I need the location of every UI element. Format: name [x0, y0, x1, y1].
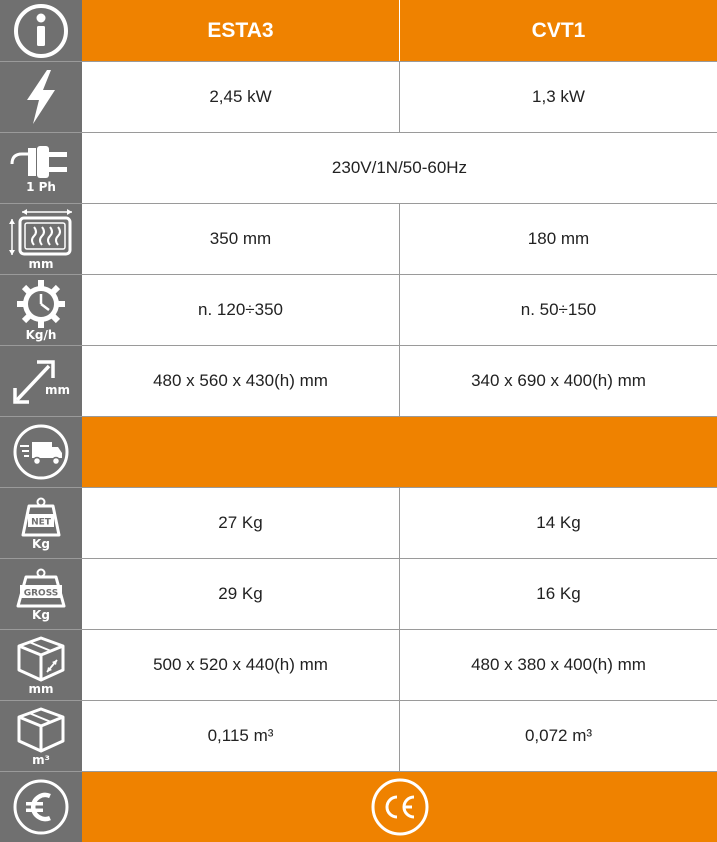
dimensions-esta3: 480 x 560 x 430(h) mm — [82, 346, 400, 416]
row-separator — [0, 558, 717, 559]
gross-weight-icon-cell — [0, 559, 82, 629]
power-esta3: 2,45 kW — [82, 62, 400, 132]
voltage-value: 230V/1N/50-60Hz — [331, 158, 468, 177]
row-separator — [0, 132, 717, 133]
power-row — [0, 62, 717, 132]
dimensions-row — [0, 346, 717, 416]
dimensions-icon-cell — [0, 346, 82, 416]
gear-clock-icon — [17, 280, 65, 328]
row-separator — [0, 487, 717, 488]
voltage-icon-cell — [0, 133, 82, 203]
net-badge: NET — [31, 517, 51, 527]
ce-mark-text: CE — [399, 809, 401, 810]
box-dimensions-icon — [15, 636, 67, 682]
package-dimensions-esta3: 500 x 520 x 440(h) mm — [82, 630, 400, 700]
ce-mark-icon — [370, 777, 430, 837]
price-row — [0, 772, 717, 842]
info-icon-cell — [0, 0, 82, 61]
width-icon-cell — [0, 204, 82, 274]
row-separator — [0, 274, 717, 275]
header-model-cvt1: CVT1 — [400, 0, 717, 61]
row-separator — [0, 771, 717, 772]
ce-band — [82, 772, 717, 842]
width-esta3: 350 mm — [82, 204, 400, 274]
capacity-cvt1: n. 50÷150 — [520, 300, 597, 319]
row-separator — [0, 61, 717, 62]
plug-icon — [10, 144, 72, 180]
row-separator — [0, 700, 717, 701]
shipping-header-row — [0, 417, 717, 487]
diagonal-arrow-icon — [9, 356, 73, 406]
package-volume-icon-cell — [0, 701, 82, 771]
gross-weight-cvt1: 16 Kg — [536, 584, 581, 603]
package-volume-esta3: 0,115 m³ — [82, 701, 400, 771]
capacity-esta3: n. 120÷350 — [82, 275, 400, 345]
package-volume-icon-caption: m³ — [32, 752, 50, 767]
price-icon-cell — [0, 772, 82, 842]
header-row — [0, 0, 717, 61]
euro-icon — [12, 778, 70, 836]
width-icon-caption: mm — [28, 256, 54, 271]
power-cvt1: 1,3 kW — [532, 87, 585, 106]
shipping-icon-cell — [0, 417, 82, 487]
net-weight-row — [0, 488, 717, 558]
package-volume-cvt1: 0,072 m³ — [524, 726, 593, 745]
weight-net-icon — [19, 497, 63, 537]
net-weight-cvt1: 14 Kg — [536, 513, 581, 532]
dimensions-cvt1: 340 x 690 x 400(h) mm — [471, 371, 646, 390]
net-weight-icon-caption: Kg — [32, 536, 50, 551]
lightning-icon — [21, 68, 61, 126]
net-weight-esta3: 27 Kg — [82, 488, 400, 558]
dimensions-icon-caption: mm — [44, 383, 70, 397]
info-icon — [13, 3, 69, 59]
weight-gross-icon — [14, 568, 68, 608]
voltage-icon-caption: 1 Ph — [26, 179, 56, 194]
capacity-icon-cell — [0, 275, 82, 345]
row-separator — [0, 203, 717, 204]
shipping-header-band — [82, 417, 717, 487]
capacity-row — [0, 275, 717, 345]
gross-weight-esta3: 29 Kg — [82, 559, 400, 629]
package-dimensions-cvt1: 480 x 380 x 400(h) mm — [471, 655, 646, 674]
box-volume-icon — [15, 707, 67, 753]
package-dimensions-icon-caption: mm — [28, 681, 54, 696]
gross-weight-icon-caption: Kg — [32, 607, 50, 622]
gross-weight-row — [0, 559, 717, 629]
header-model-esta3: ESTA3 — [82, 0, 400, 61]
width-cvt1: 180 mm — [527, 229, 590, 248]
power-icon-cell — [0, 62, 82, 132]
delivery-truck-icon — [12, 423, 70, 481]
width-row — [0, 204, 717, 274]
row-separator — [0, 345, 717, 346]
gross-badge: GROSS — [23, 588, 59, 598]
package-volume-row — [0, 701, 717, 771]
package-dimensions-icon-cell — [0, 630, 82, 700]
capacity-icon-caption: Kg/h — [25, 327, 57, 342]
row-separator — [0, 416, 717, 417]
package-dimensions-row — [0, 630, 717, 700]
row-separator — [0, 629, 717, 630]
net-weight-icon-cell — [0, 488, 82, 558]
heating-width-icon — [8, 209, 74, 257]
voltage-row — [0, 133, 717, 203]
